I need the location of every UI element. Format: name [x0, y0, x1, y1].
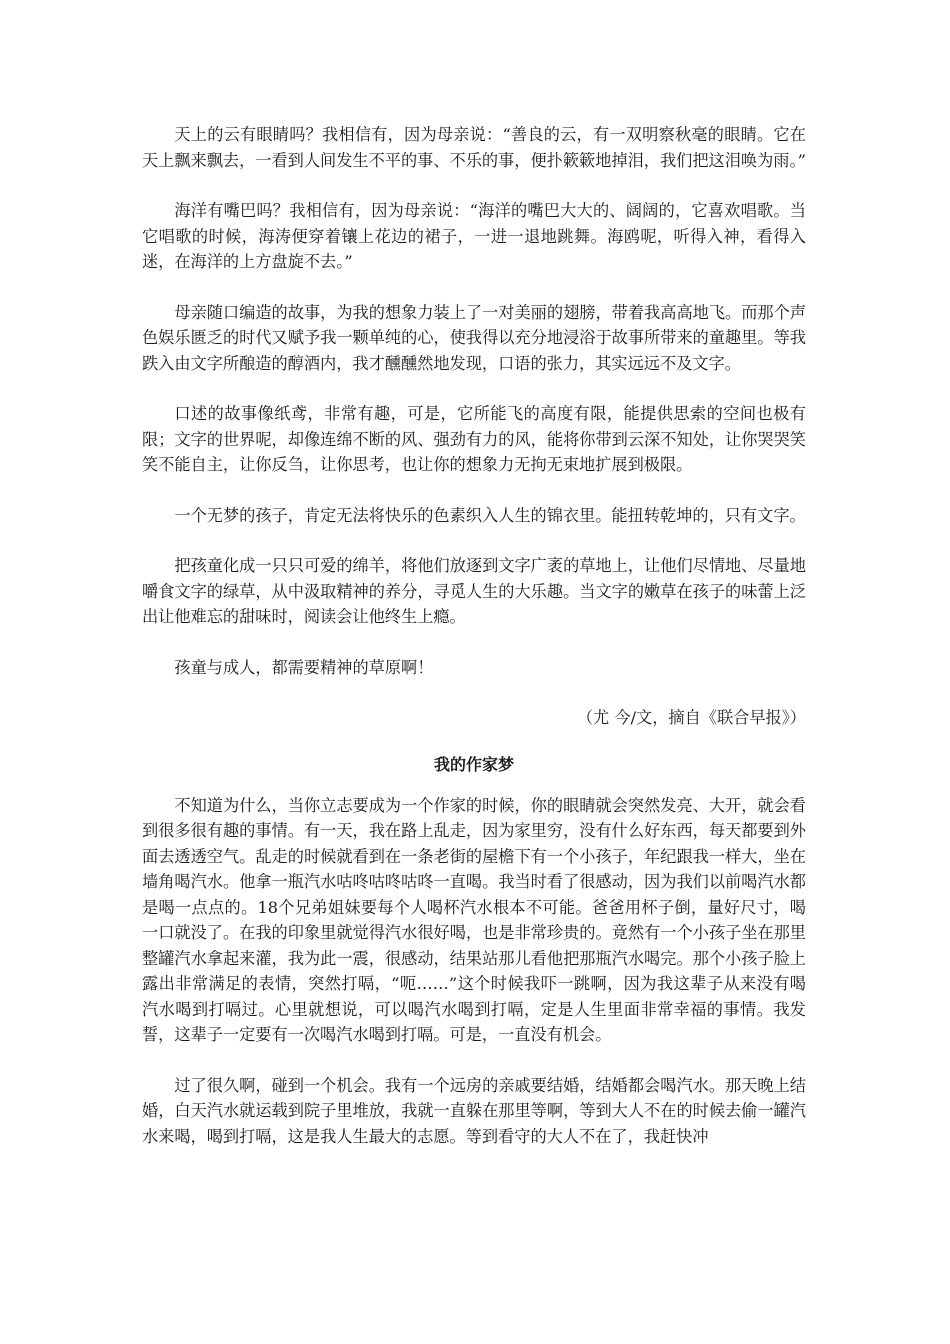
- paragraph: 海洋有嘴巴吗？我相信有，因为母亲说：“海洋的嘴巴大大的、阔阔的，它喜欢唱歌。当它唱歌的时候，海涛便穿着镶上花边的裙子，一进一退地跳舞。海鸥呢，听得入神，看得入迷，在海洋的上方盘旋不去。”: [142, 201, 806, 271]
- paragraph: 孩童与成人，都需要精神的草原啊！: [174, 657, 434, 677]
- article-title: 我的作家梦: [433, 754, 514, 774]
- paragraph: 母亲随口编造的故事，为我的想象力装上了一对美丽的翅膀，带着我高高地飞。而那个声色娱乐匮乏的时代又赋予我一颗单纯的心，使我得以充分地浸浴于故事所带来的童趣里。等我跌入由文字所酿造的醇酒内，我才醺醺然地发现，口语的张力，其实远远不及文字。: [142, 302, 806, 373]
- paragraph: 过了很久啊，碰到一个机会。我有一个远房的亲戚要结婚，结婚都会喝汽水。那天晚上结婚，白天汽水就运载到院子里堆放，我就一直躲在那里等啊，等到大人不在的时候去偷一罐汽水来喝，喝到打嗝，这是我人生最大的志愿。等到看守的大人不在了，我赶快冲: [142, 1075, 806, 1146]
- document-page: [142, 122, 806, 1174]
- paragraph: 不知道为什么，当你立志要成为一个作家的时候，你的眼睛就会突然发亮、大开，就会看到很多很有趣的事情。有一天，我在路上乱走，因为家里穷，没有什么好东西，每天都要到外面去透透空气。乱走的时候就看到在一条老街的屋檐下有一个小孩子，年纪跟我一样大，坐在墙角喝汽水。他拿一瓶汽水咕咚咕咚咕咚一直喝。我当时看了很感动，因为我们以前喝汽水都是喝一点点的。18个兄弟姐妹要每个人喝杯汽水根本不可能。爸爸用杯子倒，量好尺寸，喝一口就没了。在我的印象里就觉得汽水很好喝，也是非常珍贵的。竟然有一个小孩子坐在那里整罐汽水拿起来灌，我为此一震，很感动，结果站那儿看他把那瓶汽水喝完。那个小孩子脸上露出非常满足的表情，突然打嗝，“呃……”这个时候我吓一跳啊，因为我这辈子从来没有喝汽水喝到打嗝过。心里就想说，可以喝汽水喝到打嗝，定是人生里面非常幸福的事情。我发誓，这辈子一定要有一次喝汽水喝到打嗝。可是，一直没有机会。: [142, 795, 806, 1044]
- paragraph: 天上的云有眼睛吗？我相信有，因为母亲说：“善良的云，有一双明察秋毫的眼睛。它在天上飘来飘去，一看到人间发生不平的事、不乐的事，便扑簌簌地掉泪，我们把这泪唤为雨。”: [142, 125, 806, 170]
- paragraph: 口述的故事像纸鸢，非常有趣，可是，它所能飞的高度有限，能提供思索的空间也极有限；文字的世界呢，却像连绵不断的风、强劲有力的风，能将你带到云深不知处，让你哭哭笑笑不能自主，让你反刍，让你思考，也让你的想象力无拘无束地扩展到极限。: [142, 404, 806, 474]
- article-byline: （尤 今/文，摘自《联合早报》）: [576, 708, 806, 727]
- article-writer-dream: [142, 752, 806, 1150]
- paragraph: 把孩童化成一只只可爱的绵羊，将他们放逐到文字广袤的草地上，让他们尽情地、尽量地嚼食文字的绿草，从中汲取精神的养分，寻觅人生的大乐趣。当文字的嫩草在孩子的味蕾上泛出让他难忘的甜味时，阅读会让他终生上瘾。: [142, 556, 806, 626]
- paragraph: 一个无梦的孩子，肯定无法将快乐的色素织入人生的锦衣里。能扭转乾坤的，只有文字。: [174, 505, 806, 525]
- article-reading: [142, 122, 806, 731]
